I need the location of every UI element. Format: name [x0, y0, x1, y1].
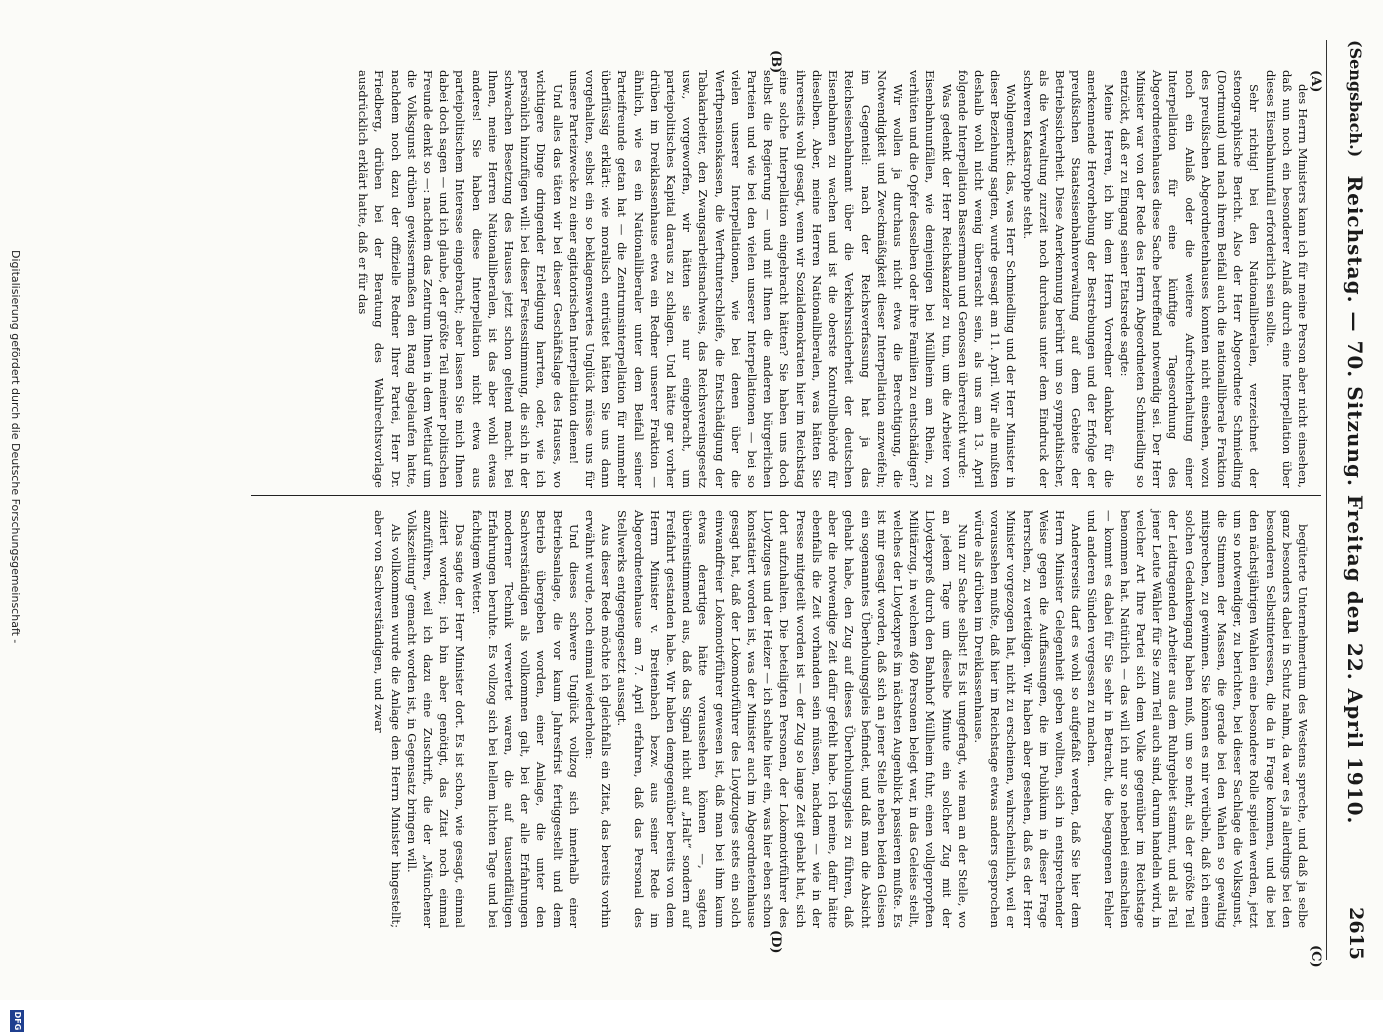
paragraph: Wir wollen ja durchaus nicht etwa die Berechtigung, die Notwendigkeit und Zweckmäßigkeit dieser Interpellation anzweifeln; im Gegenteil: nach der Reichsverfassung hat ja das Reichseisenbahnamt über die Verkehrssicherheit der deutschen Eisenbahnen zu wachen und ist die oberste Kontrollbehörde für dieselben. Aber, meine Herren Nationalliberalen, was hätten Sie ihrerseits wohl gesagt, wenn wir Sozialdemokraten hier im Reichstag eine solche Interpellation eingebracht hätten? Sie haben uns doch selbst die Regierung — und mit Ihnen die anderen bürgerlichen Parteien und wie bei den vielen unserer Interpellationen — bei so vielen unserer Interpellationen, wie bei denen über die Werftpensionskassen, die Werftunterschleife, die Entschädigung der Tabakarbeiter, den Zwangsarbeitsnachweis, das Reichsvereinsgesetz usw., vorgeworfen, wir hätten sie nur eingebracht, um parteipolitisches Kapital daraus zu schlagen. Und hätte gar vorher drüben im Dreiklassenhause etwa ein Redner unserer Fraktion — ähnlich, wie es ein Nationalliberaler unter dem Beifall seiner Parteifreunde getan hat — die Zentrumsinterpellation für nunmehr überflüssig erklärt: wie moralisch entrüstet hätten Sie uns dann vorgehalten, selbst ein so beklagenswertes Unglück müsse uns für unsere Parteizwecke zu einer agitatorischen Interpellation dienen! — [566, 70, 905, 488]
column-divider — [251, 495, 1321, 496]
paragraph: Sehr richtig! bei den Nationalliberalen, verzeichnet der stenographische Bericht. Also der Herr Abgeordnete Schmiedling (Dortmund) und nach ihrem Beifall auch die nationalliberale Fraktion des preußischen Abgeordnetenhauses konnten nicht einsehen, wozu noch ein Anlaß oder die weitere Aufrechterhaltung einer Interpellation für eine künftige Tagesordnung des Abgeordnetenhauses diese Sache betreffend notwendig sei. Der Herr Minister war von der Rede des Herrn Abgeordneten Schmiedling so entzückt, daß er zu Eingang seiner Etatsrede sagte: — [1117, 70, 1262, 488]
right-column — [371, 510, 1311, 928]
quote-paragraph: Und dieses schwere Unglück vollzog sich innerhalb einer Betriebsanlage, die vor kaum Jahresfrist fertiggestellt und dem Betrieb übergeben worden, einer Anlage, die unter den Sachverständigen als vollkommen galt, bei der alle Erfahrungen moderner Technik verwertet waren, die auf tausendfältigen Erfahrungen beruhte. Es vollzog sich bei hellem lichten Tage und bei fachtigem Wetter. — [469, 510, 581, 928]
page-title: Reichstag. — 70. Sitzung. Freitag den 22. April 1910. — [1343, 175, 1367, 825]
page-number: 2615 — [1345, 907, 1367, 960]
paragraph: Aus dieser Rede möchte ich gleichfalls ein Zitat, das bereits vorhin erwähnt wurde, noch einmal wiederholen: — [583, 510, 614, 928]
funding-credit: Digitalisierung gefördert durch die Deutsche Forschungsgemeinschaft - — [9, 250, 22, 644]
paragraph: Andererseits darf es wohl so aufgefaßt werden, daß Sie hier dem Herrn Minister Gelegenheit geben wollten, sich in entsprechender Weise gegen die Auffassungen, die im Publikum in dieser Frage herrschen, zu verteidigen. Wir haben aber gesehen, daß es der Herr Minister vorgezogen hat, nicht zu erscheinen, wahrscheinlich, weil er voraussehen mußte, daß hier im Reichstage etwas anders gesprochen würde als drüben im Dreiklassenhause. — [971, 510, 1084, 928]
quote-paragraph: Was gedenkt der Herr Reichskanzler zu tun, um die Arbeiter von Eisenbahnunfällen, wie demjenigen bei Müllheim am Rhein, zu verhüten und die Opfer desselben oder ihre Familien zu entschädigen? — [907, 70, 954, 488]
dfg-logo: DFG — [10, 1010, 24, 1032]
margin-marker-d: (D) — [768, 930, 783, 954]
paragraph: Wohlgemerkt: das, was Herr Schmiedling und der Herr Minister in dieser Beziehung sagten, wurde gesagt am 11. April. Wir alle mußten deshalb wohl nicht wenig überrascht sein, als uns am 13. April folgende Interpellation Bassermann und Genossen überreicht wurde: — [955, 70, 1019, 488]
page-header — [1333, 40, 1373, 960]
paragraph: begüterte Unternehmertum des Westens spreche, und daß ja selbe ganz besonders dabei in Schutz nahm, da war es ja allerdings bei den besonderen Selbstinteressen, die da in Frage kommen, und die bei den nächstjährigen Wahlen eine besondere Rolle spielen werden, jetzt um so notwendiger, zu berichten, bei dieser Sachlage die Volksgunst, die Stimmen der Massen, die gerade bei den Wahlen so gewaltig mitsprechen, zu gewinnen. Sie können es mir verübeln, daß ich einen solchen Gedankengang haben muß, um so mehr, als der größte Teil der Leidtragenden Arbeiter aus dem Ruhrgebiet stammt, und als Teil jener Leute Wähler für Sie zum Teil auch sind, darum handeln wird, in welcher Art Ihre Partei sich dem Volke gegenüber im Reichstage benommen hat. Natürlich — das will ich nur so nebenbei einschalten — kommt es dabei für Sie sehr in Betracht, die begangenen Fehler und anderen Sünden vergessen zu machen. — [1085, 510, 1310, 928]
paragraph: Das sagte der Herr Minister dort. Es ist schon, wie gesagt, einmal zitiert worden; ich bin aber genötigt, das Zitat noch einmal anzuführen, weil ich dazu eine Zuschrift, die der „Münchener Volkszeitung“ gemacht worden ist, in Gegensatz bringen will. — [404, 510, 468, 928]
digitization-footer — [0, 0, 26, 1031]
margin-marker-a: (A) — [1308, 70, 1323, 93]
paragraph: Und alles das täten wir bei dieser Geschäftslage des Hauses, wo wichtigere Dinge dringender Erledigung harrten, oder, wie ich persönlich hinzufügen will: bei dieser Festesstimmung, die sich in der schwachen Besetzung des Hauses jetzt schon geltend macht. Bei Ihnen, meine Herren Nationalliberalen, ist das aber wohl etwas anderes! Sie haben diese Interpellation nicht etwa aus parteipolitischem Interesse eingebracht; aber lassen Sie mich Ihnen dabei doch sagen — und ich glaube, der größte Teil meiner politischen Freunde denkt so —: nachdem das Zentrum Ihnen in dem Wettlauf um die Volksgunst drüben gewissermaßen den Rang abgelaufen hatte, nachdem noch dazu der offizielle Redner Ihrer Partei, Herr Dr. Friedberg, drüben bei der Beratung des Wahlrechtsvorlage ausdrücklich erklärt hatte, daß er für das — [356, 70, 565, 488]
quote-paragraph: Meine Herren, ich bin dem Herrn Vorredner dankbar für die anerkennende Hervorhebung der Bestrebungen und der Erfolge der preußischen Staatseisenbahnverwaltung auf dem Gebiete der Betriebssicherheit. Diese Anerkennung berührt um so sympathischer, als die Verwaltung zurzeit noch durchaus unter dem Eindruck der schweren Katastrophe steht. — [1020, 70, 1116, 488]
speaker-label: (Sengsbach.) — [1346, 40, 1365, 158]
paragraph: des Herrn Ministers kann ich für meine Person aber nicht einsehen, daß nun noch ein besonderer Anlaß durch eine Interpellation über dieses Eisenbahnunfall erforderlich sein sollte. — [1263, 70, 1310, 488]
paragraph: Als vollkommen wurde die Anlage dem Herrn Minister hingestellt; aber von Sachverständigen, und zwar — [372, 510, 403, 928]
paragraph: Nun zur Sache selbst! Es ist umgefragt, wie man an der Stelle, wo an jedem Tage um dieselbe Minute ein solcher Zug mit der Lloydexpreß durch den Bahnhof Müllheim fuhr, einen vollgepropften Militärzug, in welchem 460 Personen belegt war, in das Geleise stellt, welches der Lloydexpreß im nächsten Augenblick passieren mußte. Es ist mir gesagt worden, daß sich an jener Stelle neben beiden Gleisen ein sogenanntes Überholungsgleis befindet, und daß man die Absicht gehabt habe, den Zug auf dieses Überholungsgleis zu führen, daß aber die notwendige Zeit dafür gefehlt habe. Ich meine, dafür hätte ebenfalls die Zeit vorhanden sein müssen, nachdem — wie in der Presse mitgeteilt worden ist — der Zug so lange Zeit gehabt hat, sich dort aufzuhalten. Die beteiligten Personen, der Lokomotivführer des Lloydzuges und der Heizer — ich schalte hier ein, was hier eben schon konstatiert worden ist, was der Minister auch im Abgeordnetenhause gesagt hat, daß der Lokomotivführer des Lloydzuges stets ein solch einwandfreier Lokomotivführer gewesen ist, daß man bei ihm kaum etwas derartiges hätte voraussehen können —, sagten übereinstimmend aus, daß das Signal nicht auf „Halt“ sondern auf Freifahrt gestanden habe. Wir haben demgegenüber bereits von dem Herrn Minister v. Breitenbach bezw. aus seiner Rede im Abgeordnetenhause am 7. April erfahren, daß das Personal des Stellwerks entgegengesetzt aussagt. — [615, 510, 970, 928]
left-column — [355, 70, 1311, 488]
margin-marker-b: (B) — [768, 50, 783, 74]
margin-marker-c: (C) — [1308, 945, 1323, 968]
header-rule — [1326, 40, 1327, 960]
